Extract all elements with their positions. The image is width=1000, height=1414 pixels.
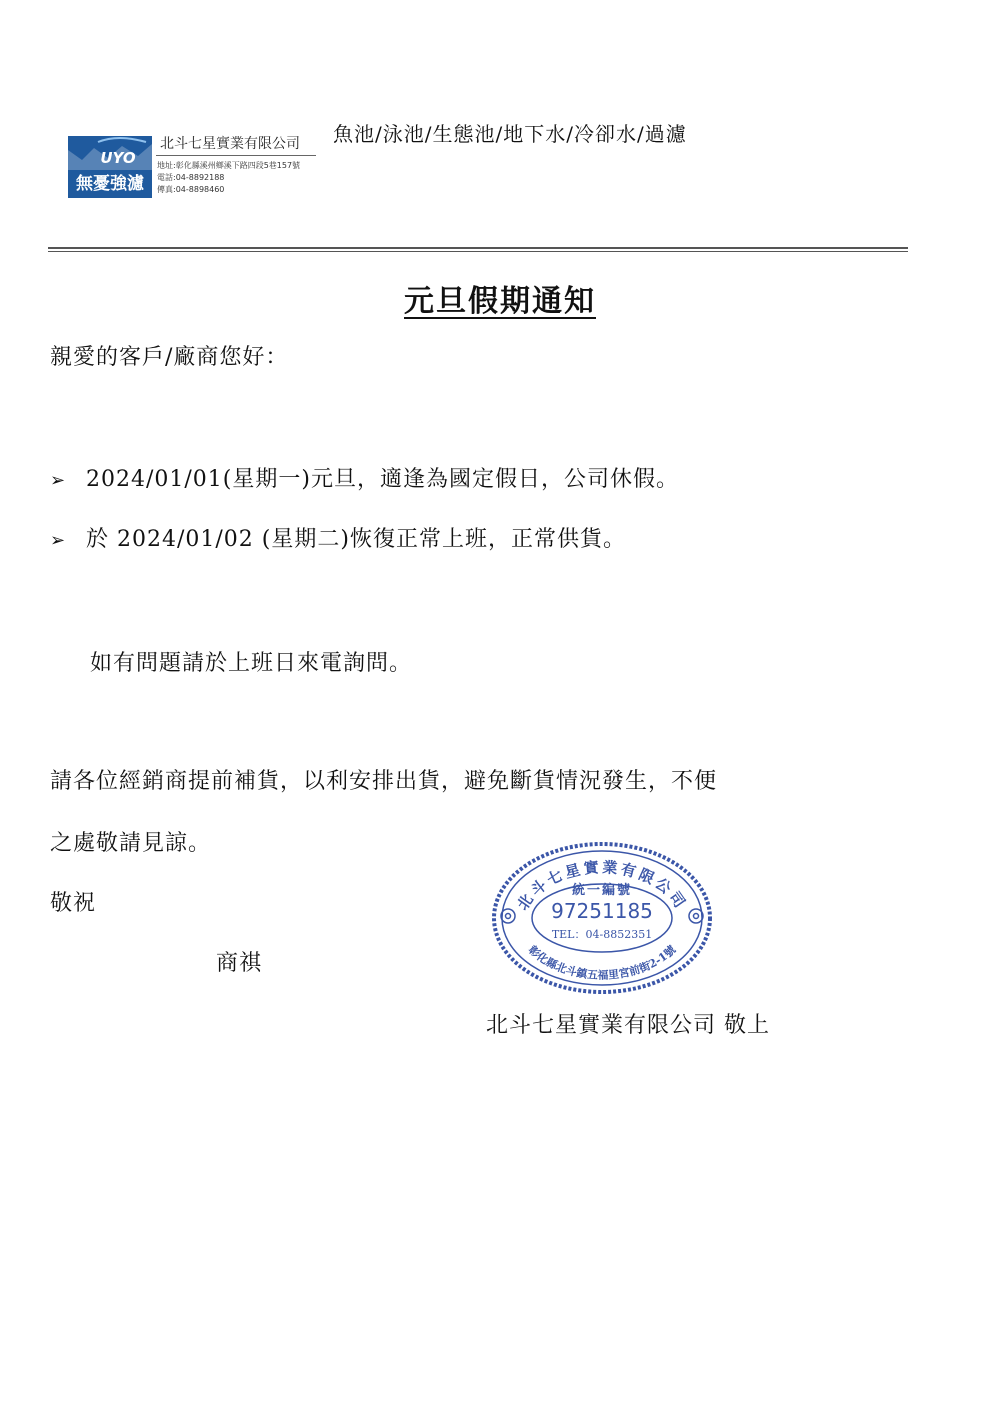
contact-phone: 電話:04-8892188 xyxy=(157,173,225,182)
closing-blessing: 商祺 xyxy=(216,951,263,976)
logo-wave-icon xyxy=(68,136,152,170)
logo-brand-text: UYO xyxy=(100,149,136,167)
bullet-item xyxy=(50,522,626,553)
seal-address: 彰化縣北斗鎮五福里宮前街2-1號 xyxy=(525,943,679,982)
header-rule-bottom xyxy=(48,251,908,252)
contact-fax: 傳真:04-8898460 xyxy=(157,185,225,194)
seal-label: 統一編號 xyxy=(571,883,633,898)
header-products: 魚池/泳池/生態池/地下水/冷卻水/過濾 xyxy=(333,122,687,146)
bullet-item xyxy=(50,462,679,493)
closing-wish: 敬祝 xyxy=(50,891,97,916)
notice-title xyxy=(0,276,1000,320)
inquiry-text: 如有問題請於上班日來電詢問。 xyxy=(90,651,413,676)
request-text-line-2: 之處敬請見諒。 xyxy=(50,831,212,856)
contact-address: 地址:彰化縣溪州鄉溪下路四段5巷157號 xyxy=(157,161,301,170)
seal-flower-left-icon xyxy=(501,909,515,923)
bullet-text: 2024/01/01(星期一)元旦，適逢為國定假日，公司休假。 xyxy=(86,467,679,492)
logo-divider xyxy=(156,155,316,156)
request-text-line-1: 請各位經銷商提前補貨，以利安排出貨，避免斷貨情況發生，不便 xyxy=(50,769,718,794)
company-seal xyxy=(486,838,718,998)
logo-slogan: 無憂強濾 xyxy=(76,174,144,194)
arrow-bullet-icon: ➢ xyxy=(50,470,67,491)
signature: 北斗七星實業有限公司 敬上 xyxy=(486,1013,770,1038)
arrow-bullet-icon: ➢ xyxy=(50,530,67,551)
seal-number: 97251185 xyxy=(551,899,653,923)
header-rule-top xyxy=(48,247,908,249)
seal-flower-right-icon xyxy=(689,909,703,923)
company-logo xyxy=(68,136,152,198)
seal-company-name: 北斗七星實業有限公司 xyxy=(513,858,691,914)
greeting: 親愛的客戶/廠商您好： xyxy=(50,345,289,370)
logo-company-name: 北斗七星實業有限公司 xyxy=(160,136,300,152)
notice-title-text: 元旦假期通知 xyxy=(404,284,596,319)
seal-tel: TEL：04-8852351 xyxy=(551,928,653,941)
bullet-text: 於 2024/01/02 (星期二)恢復正常上班，正常供貨。 xyxy=(86,527,626,552)
